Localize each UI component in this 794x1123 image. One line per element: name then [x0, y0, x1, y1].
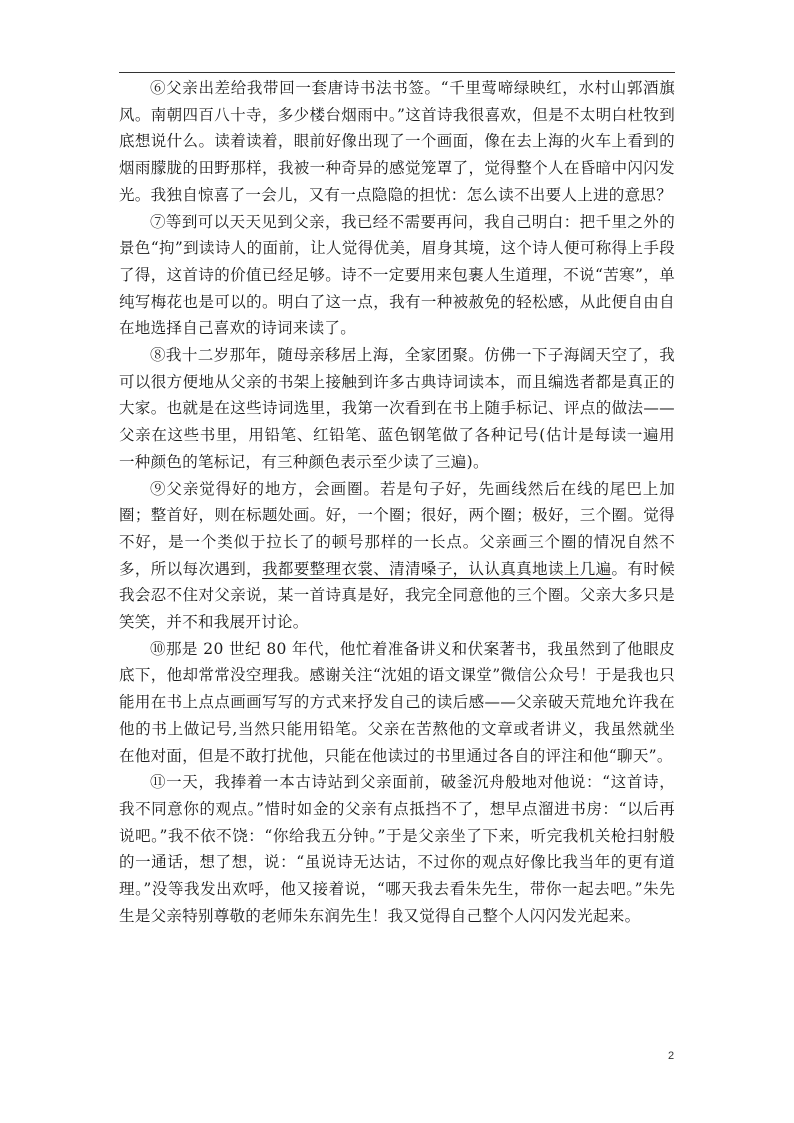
paragraph-9-text-before: ⑨父亲觉得好的地方，会画圈。若是句子好，先画线然后在线的尾巴上加圈；整首好，则在标题处画。好，一个圈；很好，两个圈；极好，三个圈。觉得不好，是一个类似于拉长了的顿号那样的一长点。父亲画三个圈的情况自然不多，所以每次遇到，	[119, 479, 675, 578]
header-rule	[119, 72, 675, 73]
page-number: 2	[668, 1050, 675, 1062]
paragraph-6: ⑥父亲出差给我带回一套唐诗书法书签。“千里莺啼绿映红，水村山郭酒旗风。南朝四百八十寺，多少楼台烟雨中。”这首诗我很喜欢，但是不太明白杜牧到底想说什么。读着读着，眼前好像出现了一个画面，像在去上海的火车上看到的烟雨朦胧的田野那样，我被一种奇异的感觉笼罩了，觉得整个人在昏暗中闪闪发光。我独自惊喜了一会儿，又有一点隐隐的担忧：怎么读不出要人上进的意思？	[119, 79, 675, 204]
paragraph-9-text-after: 。有时候我会忍不住对父亲说，某一首诗真是好，我完全同意他的三个圈。父亲大多只是笑笑，并不和我展开讨论。	[119, 559, 676, 632]
paragraph-9-underlined-sentence: 我都要整理衣裳、清清嗓子，认认真真地读上几遍	[262, 559, 612, 578]
document-body	[119, 74, 675, 930]
paragraph-8: ⑧我十二岁那年，随母亲移居上海，全家团聚。仿佛一下子海阔天空了，我可以很方便地从父亲的书架上接触到许多古典诗词读本，而且编选者都是真正的大家。也就是在这些诗词选里，我第一次看到在书上随手标记、评点的做法——父亲在这些书里，用铅笔、红铅笔、蓝色钢笔做了各种记号(估计是每读一遍用一种颜色的笔标记，有三种颜色表示至少读了三遍)。	[119, 346, 675, 471]
paragraph-9	[119, 476, 675, 636]
paragraph-11: ⑪一天，我捧着一本古诗站到父亲面前，破釜沉舟般地对他说：“这首诗，我不同意你的观点。”惜时如金的父亲有点抵挡不了，想早点溜进书房：“以后再说吧。”我不依不饶：“你给我五分钟。”于是父亲坐了下来，听完我机关枪扫射般的一通话，想了想，说：“虽说诗无达诂，不过你的观点好像比我当年的更有道理。”没等我发出欢呼，他又接着说，“哪天我去看朱先生，带你一起去吧。”朱先生是父亲特别尊敬的老师朱东润先生！我又觉得自己整个人闪闪发光起来。	[119, 773, 675, 925]
paragraph-10: ⑩那是 20 世纪 80 年代，他忙着准备讲义和伏案著书，我虽然到了他眼皮底下，他却常常没空理我。感谢关注“沈姐的语文课堂”微信公众号！于是我也只能用在书上点点画画写写的方式来抒发自己的读后感——父亲破天荒地允许我在他的书上做记号,当然只能用铅笔。父亲在苦熬他的文章或者讲义，我虽然就坐在他对面，但是不敢打扰他，只能在他读过的书里通过各自的评注和他“聊天”。	[119, 639, 675, 765]
paragraph-7: ⑦等到可以天天见到父亲，我已经不需要再问，我自己明白：把千里之外的景色“拘”到读诗人的面前，让人觉得优美，眉身其境，这个诗人便可称得上手段了得，这首诗的价值已经足够。诗不一定要用来包裹人生道理，不说“苦寒”，单纯写梅花也是可以的。明白了这一点，我有一种被赦免的轻松感，从此便自由自在地选择自己喜欢的诗词来读了。	[119, 212, 675, 338]
